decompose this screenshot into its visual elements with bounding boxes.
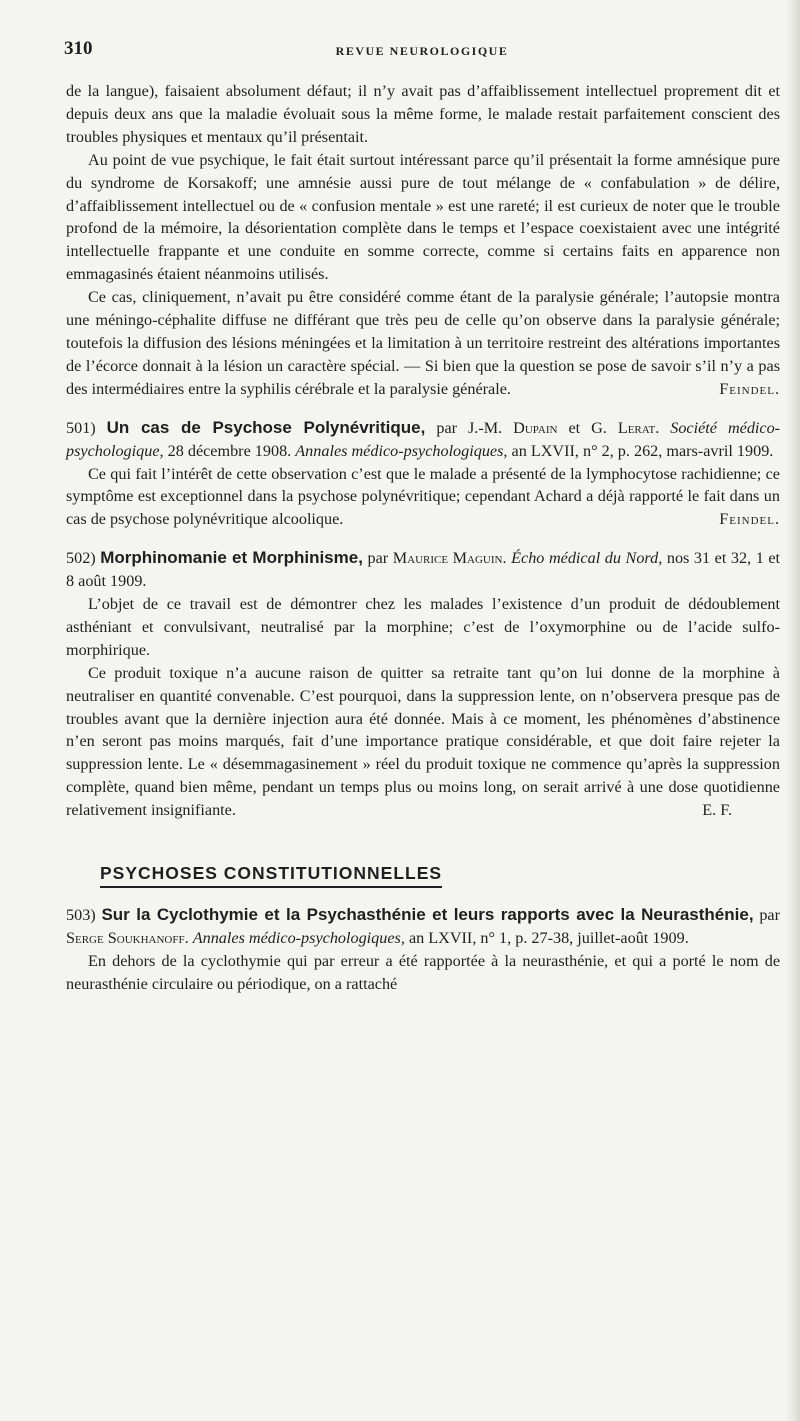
entry-text: En dehors de la cyclothymie qui par erreur a été rapportée à la neurasthénie, et qui a porté le nom de neurasthénie circulaire ou périodique, on a rattaché: [66, 951, 780, 993]
entry-number: 502): [66, 549, 96, 568]
source-title: Annales médico-psychologiques,: [295, 441, 508, 460]
source-title: Annales médico-psychologiques,: [192, 928, 405, 947]
abstract-entry-503: [66, 904, 780, 996]
entry-body: Ce qui fait l’intérêt de cette observation c’est que le malade a présenté de la lymphocytose rachidienne; ce symptôme est exceptionnel dans la psychose polynévritique; cependant Achard a déjà rapporté le fait dans un cas de psychose polynévritique alcoolique.: [66, 464, 780, 529]
running-title: REVUE NEUROLOGIQUE: [335, 44, 509, 58]
page-number: 310: [64, 38, 93, 59]
signature: Feindel.: [719, 510, 780, 529]
entry-text: [66, 662, 780, 822]
entry-heading: [66, 417, 780, 463]
entry-number: 503): [66, 906, 96, 924]
page-header: [64, 38, 780, 68]
entry-heading: [66, 547, 780, 593]
author-name: Dupain: [513, 418, 558, 437]
section-heading: PSYCHOSES CONSTITUTIONNELLES: [100, 862, 442, 888]
author-name: Lerat.: [617, 418, 660, 437]
signature: E. F.: [702, 801, 732, 820]
authors-prefix: par J.-M.: [436, 418, 503, 437]
authors-prefix: par: [759, 906, 780, 924]
signature: Feindel.: [719, 379, 780, 398]
entry-title: Un cas de Psychose Polynévritique,: [106, 417, 426, 437]
author-name: Serge Soukhanoff.: [66, 928, 189, 947]
source-reference: an LXVII, n° 1, p. 27-38, juillet-août 1909.: [408, 928, 689, 947]
source-date: 28 décembre 1908.: [167, 441, 292, 460]
entry-text: L’objet de ce travail est de démontrer chez les malades l’existence d’un produit de dédoublement asthéniant et convulsivant, neutralisé par la morphine; c’est de l’oxymorphine ou de l’acide sulfo-morphirique.: [66, 595, 780, 659]
entry-title: Sur la Cyclothymie et la Psychasthénie et leurs rapports avec la Neurasthénie,: [101, 905, 754, 924]
page-body: [66, 80, 780, 996]
paragraph: Au point de vue psychique, le fait était surtout intéressant parce qu’il présentait la forme amnésique pure du syndrome de Korsakoff; une amnésie aussi pure de tout mélange de « confabulation » de délire, d’affaiblissement intellectuel ou de « confusion mentale » est une rareté; il est curieux de noter que le trouble profond de la mémoire, la désorientation complète dans le temps et l’espace coexistaient avec une intégrité intellectuelle frappante et une conduite en somme correcte, comme si certains faits en apparence non emmagasinés étaient néanmoins utilisés.: [66, 150, 780, 284]
abstract-entry-501: [66, 417, 780, 532]
source-title: Écho médical du Nord,: [511, 549, 663, 568]
page-edge-shadow: [786, 0, 800, 1421]
entry-body: Ce produit toxique n’a aucune raison de quitter sa retraite tant qu’on lui donne de la morphine à neutraliser en quantité convenable. C’est pourquoi, dans la suppression lente, on n’observera presque pas de troubles avant que la dernière injection aura été donnée. Mais à ce moment, les phénomènes d’abstinence n’en seront pas moins marqués, fait d’une importance pratique considérable, et que doit faire rejeter la suppression lente. Le « désemmagasinement » réel du produit toxique ne commence qu’après la suppression complète, quand bien même, pendant un temps plus ou moins long, on serait arrivé à une dose quotidienne relativement insignifiante.: [66, 663, 780, 820]
source-reference: nos 31 et 32, 1 et 8 août 1909.: [66, 549, 781, 591]
author-name: Maurice Maguin.: [392, 549, 507, 568]
source-reference: an LXVII, n° 2, p. 262, mars-avril 1909.: [511, 441, 774, 460]
entry-text: [66, 463, 780, 532]
entry-heading: [66, 904, 780, 950]
authors-prefix: par: [367, 549, 389, 568]
entry-title: Morphinomanie et Morphinisme,: [100, 548, 363, 568]
author-joiner: et G.: [568, 418, 607, 437]
abstract-entry-502: [66, 547, 780, 822]
paragraph-text: Ce cas, cliniquement, n’avait pu être considéré comme étant de la paralysie générale; l’autopsie montra une méningo-céphalite diffuse ne différant que très peu de celle qu’on observe dans la paralysie générale; toutefois la diffusion des lésions méningées et la limitation à un territoire restreint des altérations importantes de l’écorce donnait à la lésion un caractère spécial. — Si bien que la question se pose de savoir s’il n’y a pas des intermédiaires entre la syphilis cérébrale et la paralysie générale.: [66, 288, 780, 398]
paragraph-continued: de la langue), faisaient absolument défaut; il n’y avait pas d’affaiblissement intellectuel proprement dit et depuis deux ans que la maladie évoluait sous la même forme, le malade restait parfaitement conscient des troubles physiques et mentaux qu’il présentait.: [66, 82, 780, 146]
entry-number: 501): [66, 418, 96, 437]
paragraph: [66, 286, 780, 401]
source-title: Société médico-psychologique,: [66, 418, 781, 460]
